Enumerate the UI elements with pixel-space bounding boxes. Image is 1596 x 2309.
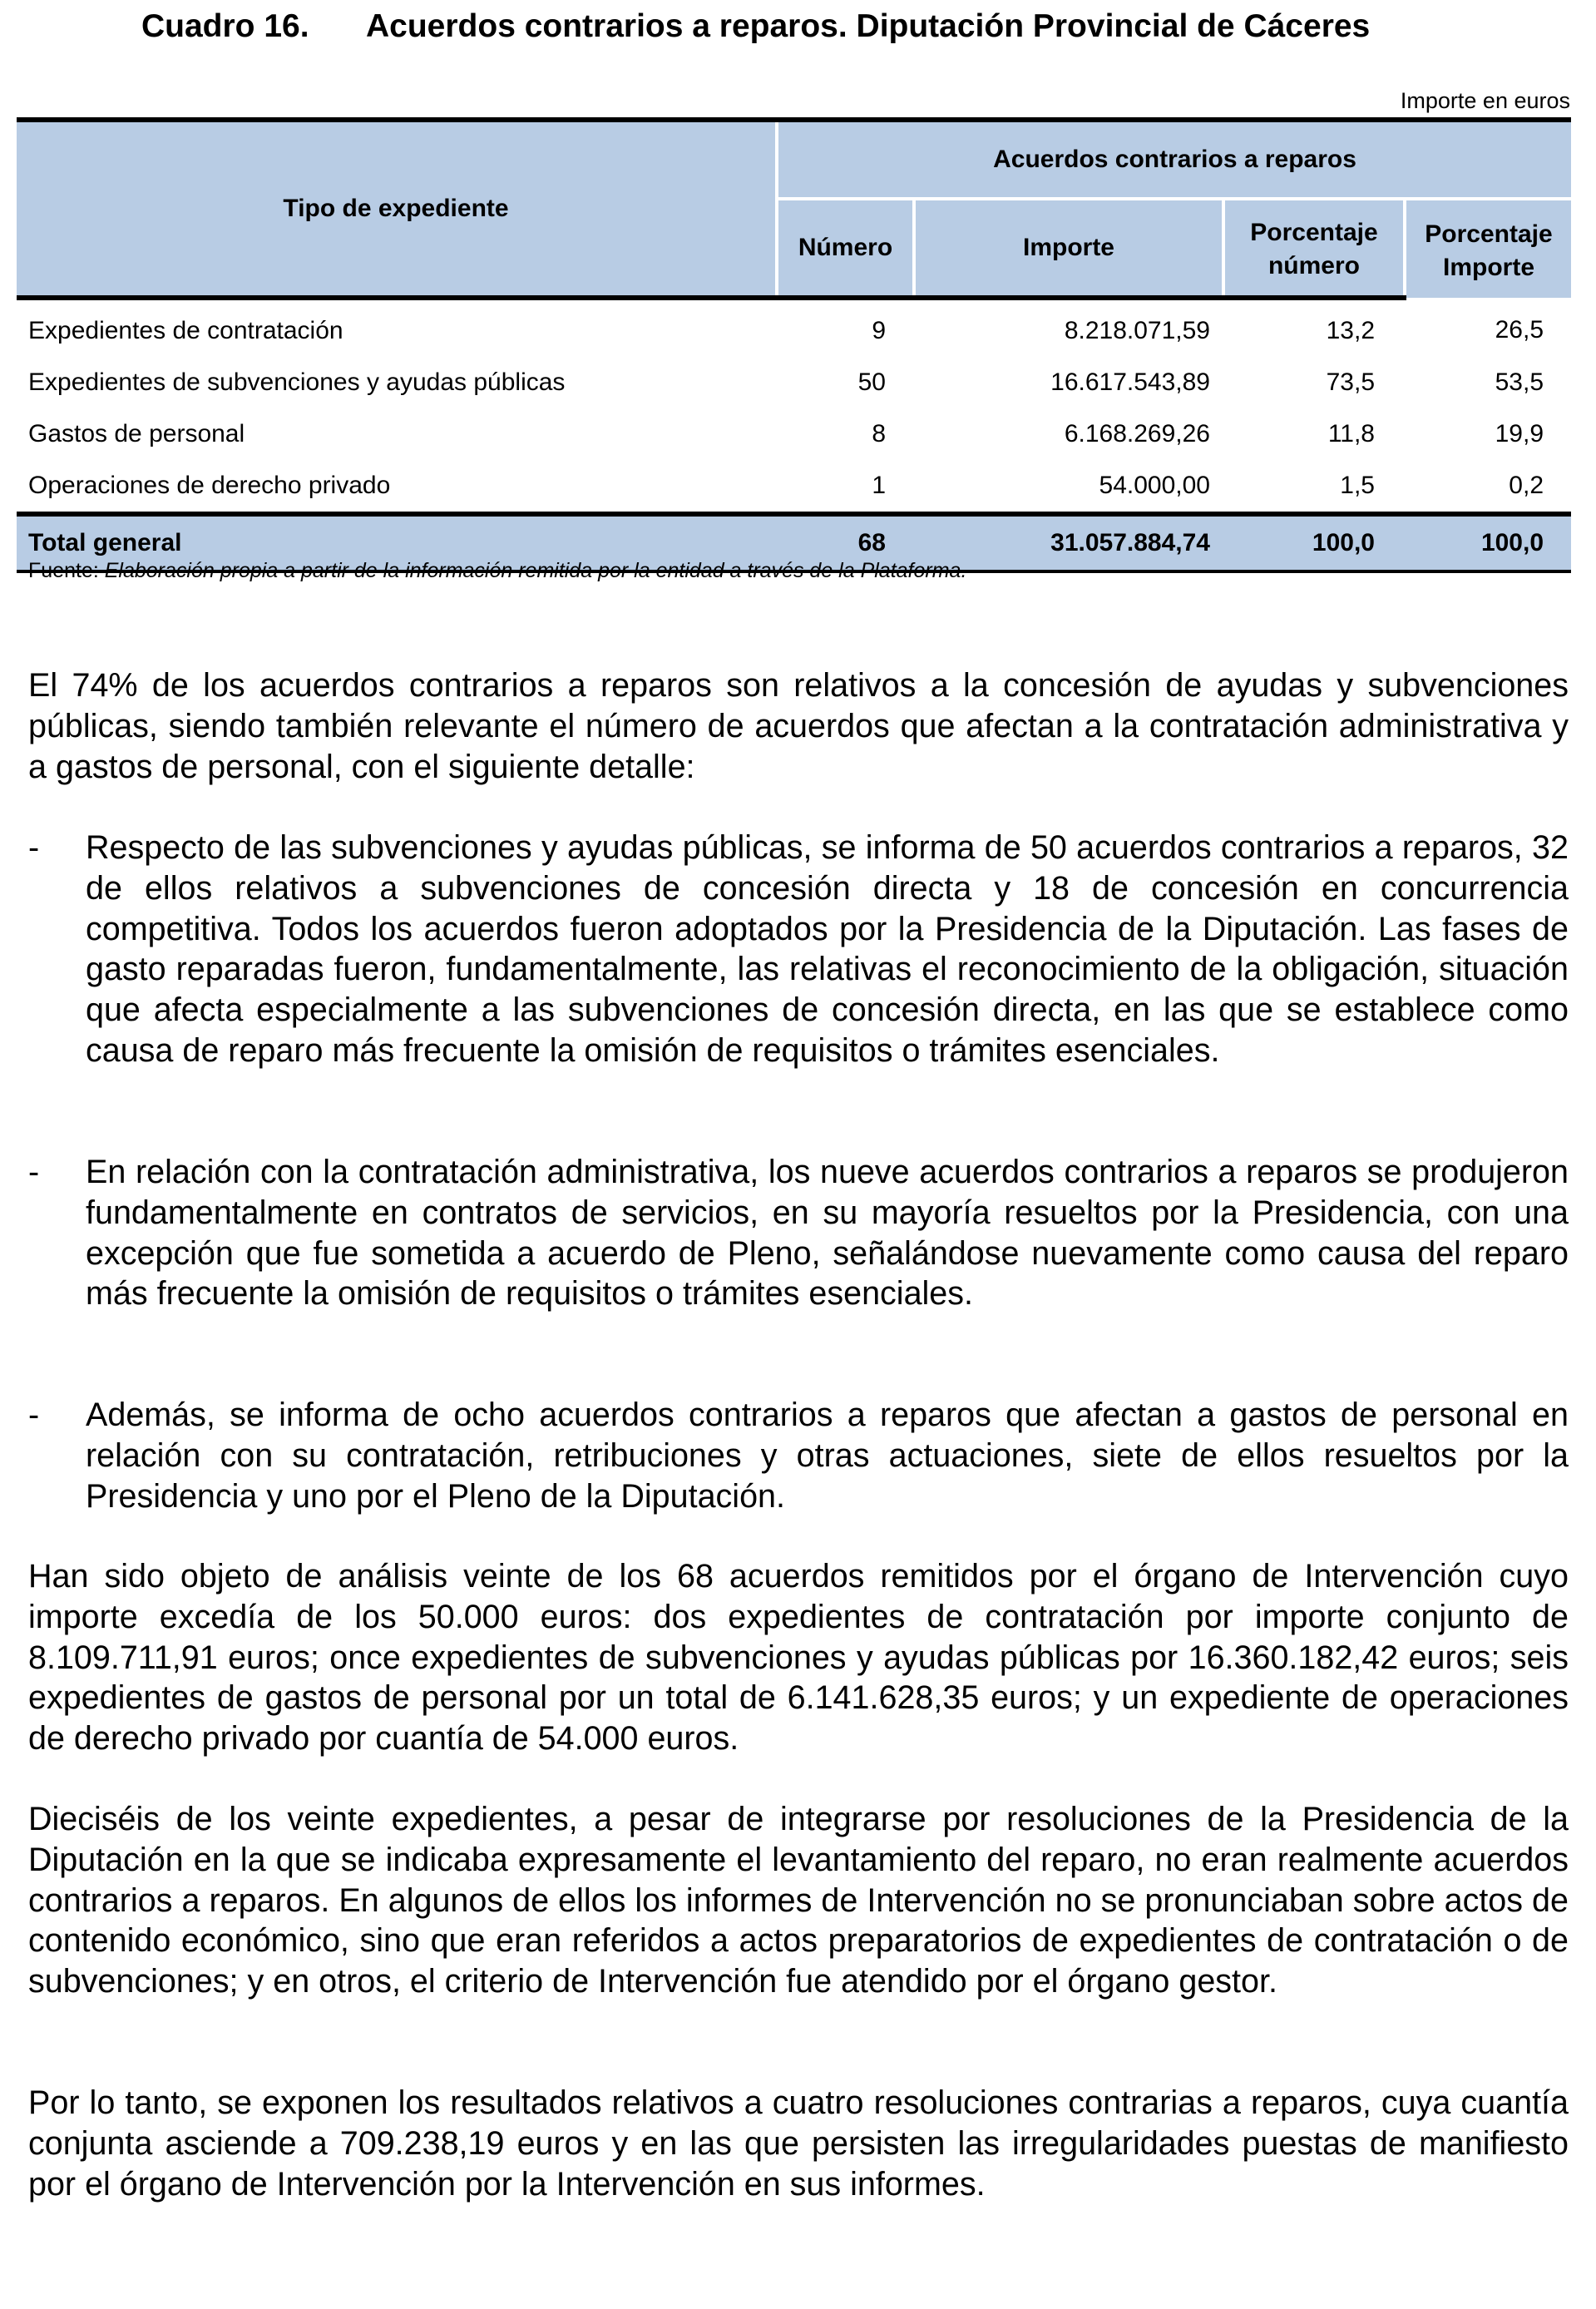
units-note: Importe en euros	[1400, 88, 1570, 113]
cell-importe: 16.617.543,89	[1050, 368, 1210, 396]
bullet-personal-text: Además, se informa de ocho acuerdos contrarios a reparos que afectan a gastos de personal en relación con su contratación, retribuciones y otras actuaciones, siete de ellos resueltos por la Presidencia y uno por el Pleno de la Diputación.	[86, 1397, 1569, 1515]
header-pct-numero-line2: número	[1267, 252, 1360, 279]
header-pct-importe	[1405, 199, 1571, 298]
paragraph-intro: El 74% de los acuerdos contrarios a reparos son relativos a la concesión de ayudas y subvenciones públicas, siendo también relevante el número de acuerdos que afectan a la contratación administrativa y a gastos de personal, con el siguiente detalle:	[28, 667, 1569, 785]
bullet-personal	[28, 1395, 1569, 1516]
cell-pct-numero: 11,8	[1327, 420, 1375, 447]
header-pct-numero	[1223, 199, 1405, 298]
cell-numero: 8	[872, 420, 886, 447]
cell-pct-importe: 26,5	[1495, 315, 1544, 344]
bullet-dash: -	[28, 829, 40, 866]
cell-tipo: Expedientes de contratación	[28, 317, 343, 344]
cell-tipo: Gastos de personal	[28, 420, 245, 447]
table-row	[17, 408, 1571, 460]
caption-title: Acuerdos contrarios a reparos. Diputación Provincial de Cáceres	[366, 8, 1371, 44]
cell-pct-numero: 13,2	[1326, 317, 1375, 344]
cell-numero: 9	[872, 317, 886, 344]
total-importe: 31.057.884,74	[914, 514, 1223, 571]
header-pct-importe-line2: Importe	[1443, 253, 1535, 281]
bullet-contratacion	[28, 1152, 1569, 1314]
cell-numero: 50	[857, 368, 886, 396]
header-tipo: Tipo de expediente	[17, 120, 777, 298]
bullet-dash: -	[28, 1154, 40, 1190]
paragraph-conclusion: Por lo tanto, se exponen los resultados relativos a cuatro resoluciones contrarias a reparos, cuya cuantía conjunta asciende a 709.238,19 euros y en las que persisten las irregularidades puestas de manifiesto por el órgano de Intervención por la Intervención en sus informes.	[28, 2084, 1569, 2203]
bullet-dash: -	[28, 1397, 40, 1433]
cell-pct-numero: 1,5	[1340, 472, 1375, 499]
cell-importe: 54.000,00	[1099, 472, 1210, 499]
bullet-subvenciones	[28, 828, 1569, 1071]
header-pct-importe-line1: Porcentaje	[1425, 220, 1553, 248]
paragraph-sixteen: Dieciséis de los veinte expedientes, a pesar de integrarse por resoluciones de la Presidencia de la Diputación en la que se indicaba expresamente el levantamiento del reparo, no eran realmente acuerdos contrarios a reparos. En algunos de ellos los informes de Intervención no se pronunciaban sobre actos de contenido económico, sino que eran referidos a actos preparatorios de expedientes de contratación o de subvenciones; y en otros, el criterio de Intervención fue atendido por el órgano gestor.	[28, 1801, 1569, 2000]
bullet-subvenciones-text: Respecto de las subvenciones y ayudas públicas, se informa de 50 acuerdos contrarios a reparos, 32 de ellos relativos a subvenciones de concesión directa y 18 de concesión en concurrencia competitiva. Todos los acuerdos fueron adoptados por la Presidencia de la Diputación. Las fases de gasto reparadas fueron, fundamentalmente, las relativas el reconocimiento de la obligación, situación que afecta especialmente a las subvenciones de concesión directa, en las que se establece como causa de reparo más frecuente la omisión de requisitos o trámites esenciales.	[86, 829, 1569, 1069]
header-group: Acuerdos contrarios a reparos	[777, 120, 1571, 199]
cell-importe: 6.168.269,26	[1064, 420, 1210, 447]
total-pct-numero: 100,0	[1223, 514, 1405, 571]
paragraph-analysis: Han sido objeto de análisis veinte de los 68 acuerdos remitidos por el órgano de Intervención cuyo importe excedía de los 50.000 euros: dos expedientes de contratación por importe conjunto de 8.109.711,91 euros; once expedientes de subvenciones y ayudas públicas por 16.360.182,42 euros; seis expedientes de gastos de personal por un total de 6.141.628,35 euros; y un expediente de operaciones de derecho privado por cuantía de 54.000 euros.	[28, 1558, 1569, 1758]
total-tipo: Total general	[17, 514, 777, 571]
table-row	[17, 298, 1571, 357]
bullet-contratacion-text: En relación con la contratación administrativa, los nueve acuerdos contrarios a reparos se produjeron fundamentalmente en contratos de servicios, en su mayoría resueltos por la Presidencia, con una excepción que fue sometida a acuerdo de Pleno, señalándose nuevamente como causa del reparo más frecuente la omisión de requisitos o trámites esenciales.	[86, 1154, 1569, 1313]
table-row	[17, 357, 1571, 408]
header-importe: Importe	[914, 199, 1223, 298]
table-source	[28, 559, 966, 583]
source-label: Fuente:	[28, 559, 105, 582]
cell-importe: 8.218.071,59	[1064, 317, 1210, 344]
cell-numero: 1	[872, 472, 886, 499]
table-caption	[141, 8, 1370, 45]
total-pct-importe: 100,0	[1405, 514, 1571, 571]
cell-tipo: Expedientes de subvenciones y ayudas públicas	[28, 368, 566, 396]
header-pct-numero-line1: Porcentaje	[1250, 219, 1378, 246]
total-numero: 68	[777, 514, 914, 571]
cell-pct-importe: 53,5	[1495, 368, 1544, 396]
cell-pct-importe: 19,9	[1495, 420, 1544, 447]
caption-number: Cuadro 16.	[141, 8, 309, 44]
cell-pct-numero: 73,5	[1326, 368, 1375, 396]
agreements-table	[17, 117, 1571, 573]
source-text: Elaboración propia a partir de la información remitida por la entidad a través de la Plataforma.	[104, 559, 967, 582]
header-numero: Número	[777, 199, 914, 298]
cell-tipo: Operaciones de derecho privado	[28, 472, 391, 499]
cell-pct-importe: 0,2	[1509, 472, 1544, 499]
table-row	[17, 460, 1571, 514]
